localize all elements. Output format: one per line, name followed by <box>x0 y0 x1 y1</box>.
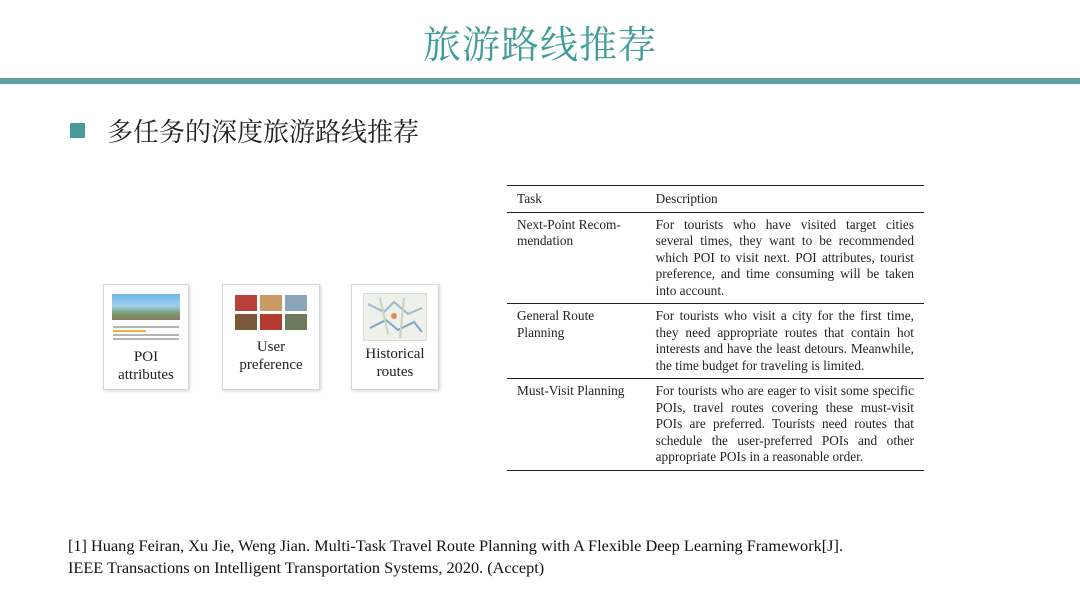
bullet-row <box>70 112 419 148</box>
task-cell: General Route Planning <box>507 304 646 379</box>
user-preference-card <box>222 284 320 390</box>
poi-info-lines <box>113 324 179 342</box>
task-table <box>507 185 924 471</box>
description-cell: For tourists who have visited target cities several times, they want to be recommended which POI to visit next. POI attributes, tourist preference, and time consuming will be taken into account. <box>646 212 924 304</box>
user-label-line-2: preference <box>239 357 303 373</box>
table-row <box>507 379 924 471</box>
historical-routes-card <box>351 284 439 390</box>
description-cell: For tourists who visit a city for the first time, they need appropriate routes that contain hot interests and have the least detours. Meanwhile, the time budget for traveling is limited. <box>646 304 924 379</box>
description-cell: For tourists who are eager to visit some specific POIs, travel routes covering these must-visit POIs are preferred. Tourists need routes that schedule the user-preferred POIs and other appropriate POIs in a reasonable order. <box>646 379 924 471</box>
poi-label-line-2: attributes <box>118 367 174 383</box>
reference-line-1: [1] Huang Feiran, Xu Jie, Weng Jian. Multi-Task Travel Route Planning with A Flexible Deep Learning Framework[J]. <box>68 536 844 555</box>
table-row <box>507 304 924 379</box>
poi-photo-icon <box>112 294 180 320</box>
poi-attributes-label <box>118 348 174 384</box>
table-header-row <box>507 186 924 213</box>
task-cell: Next-Point Recom-mendation <box>507 212 646 304</box>
user-preference-label <box>239 338 302 374</box>
route-map-icon <box>363 293 427 341</box>
header-description: Description <box>646 186 924 213</box>
task-cell: Must-Visit Planning <box>507 379 646 471</box>
header-task: Task <box>507 186 646 213</box>
poi-attributes-card <box>103 284 189 390</box>
bullet-square-icon <box>70 123 85 138</box>
slide-title: 旅游路线推荐 <box>422 23 657 67</box>
title-divider <box>0 78 1080 84</box>
poi-label-line-1: POI <box>133 349 159 365</box>
hist-label-line-2: routes <box>376 364 414 380</box>
hist-label-line-1: Historical <box>365 346 425 362</box>
reference-citation <box>68 535 1028 579</box>
historical-routes-label <box>365 345 424 381</box>
table-row <box>507 212 924 304</box>
reference-line-2: IEEE Transactions on Intelligent Transportation Systems, 2020. (Accept) <box>68 558 545 577</box>
user-label-line-1: User <box>256 339 286 355</box>
photo-grid-icon <box>235 295 307 330</box>
bullet-text: 多任务的深度旅游路线推荐 <box>107 117 420 148</box>
